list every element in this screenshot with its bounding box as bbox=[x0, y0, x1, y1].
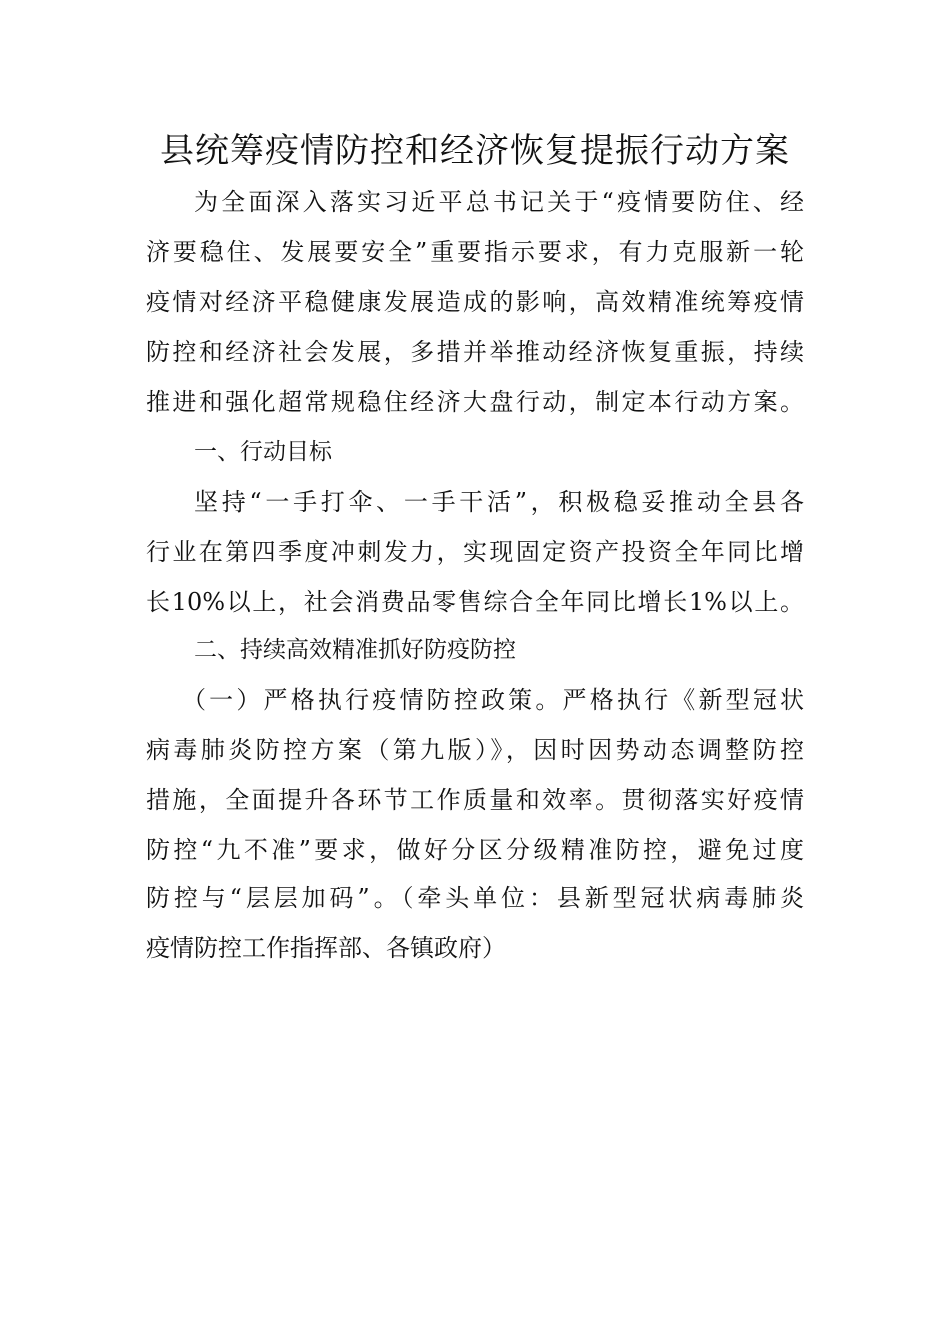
document-title: 县统筹疫情防控和经济恢复提振行动方案 bbox=[160, 131, 790, 171]
paragraph-line: 病毒肺炎防控方案（第九版）》，因时因势动态调整防控 bbox=[146, 736, 804, 764]
paragraph-line: 行业在第四季度冲刺发力，实现固定资产投资全年同比增 bbox=[146, 538, 804, 566]
paragraph-line: 为全面深入落实习近平总书记关于“疫情要防住、经 bbox=[194, 188, 804, 216]
section-heading: 二、持续高效精准抓好防疫防控 bbox=[194, 637, 516, 663]
paragraph-line: 防控和经济社会发展，多措并举推动经济恢复重振，持续 bbox=[146, 338, 804, 366]
paragraph-line: 长10%以上，社会消费品零售综合全年同比增长1%以上。 bbox=[146, 588, 804, 616]
paragraph-line: 疫情防控工作指挥部、各镇政府） bbox=[146, 934, 506, 962]
paragraph-line: 防控与“层层加码”。（牵头单位：县新型冠状病毒肺炎 bbox=[146, 884, 804, 912]
paragraph-line: 疫情对经济平稳健康发展造成的影响，高效精准统筹疫情 bbox=[146, 288, 804, 316]
paragraph-line: 坚持“一手打伞、一手干活”，积极稳妥推动全县各 bbox=[194, 488, 804, 516]
paragraph-line: 措施，全面提升各环节工作质量和效率。贯彻落实好疫情 bbox=[146, 786, 804, 814]
paragraph-line: 济要稳住、发展要安全”重要指示要求，有力克服新一轮 bbox=[146, 238, 804, 266]
paragraph-line: 推进和强化超常规稳住经济大盘行动，制定本行动方案。 bbox=[146, 388, 804, 416]
paragraph-line: 防控“九不准”要求，做好分区分级精准防控，避免过度 bbox=[146, 836, 804, 864]
section-heading: 一、行动目标 bbox=[194, 439, 332, 465]
paragraph-line: （一）严格执行疫情防控政策。严格执行《新型冠状 bbox=[182, 686, 804, 714]
